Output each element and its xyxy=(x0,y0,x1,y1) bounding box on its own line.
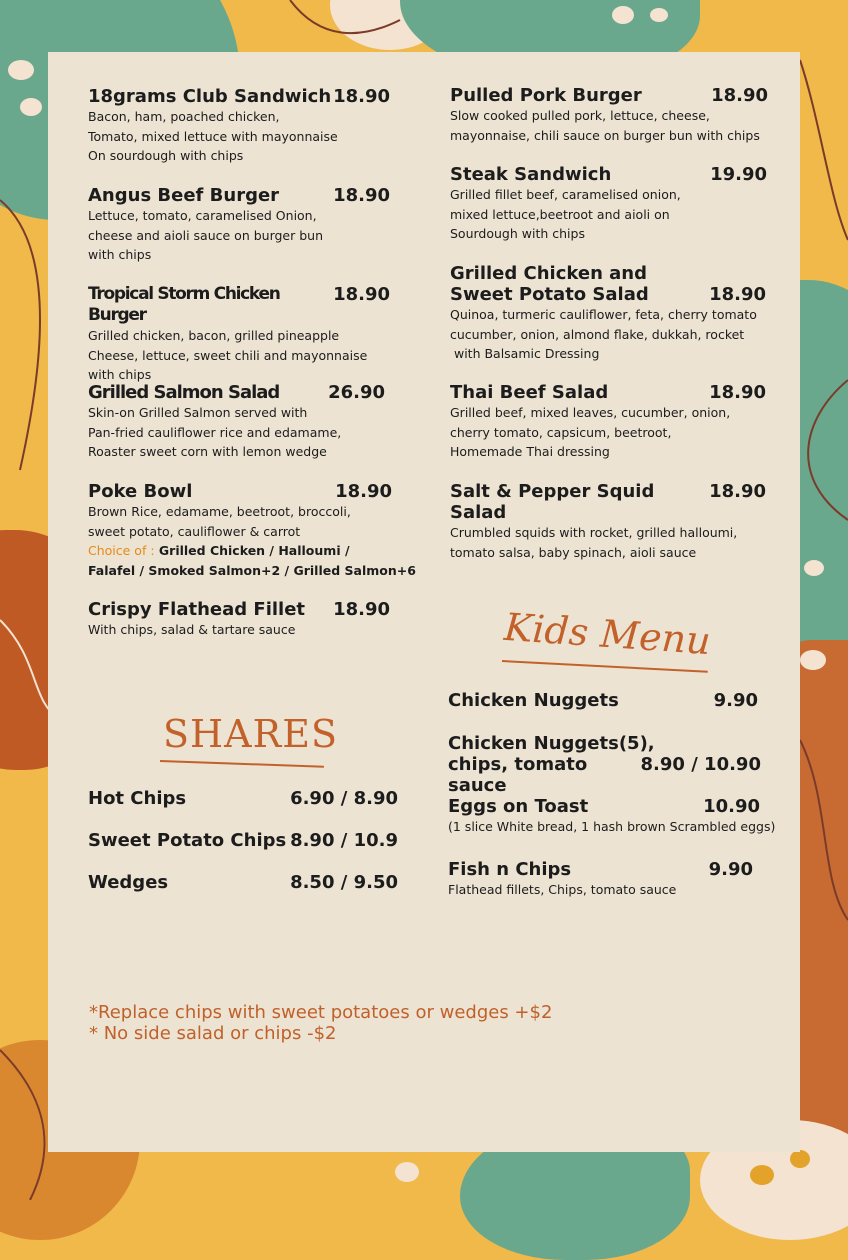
item-name: Fish n Chips xyxy=(448,859,572,880)
choice-options: Falafel / Smoked Salmon+2 / Grilled Salmon+6 xyxy=(88,562,416,578)
item-price: 8.90 / 10.9 xyxy=(290,830,398,851)
item-price: 18.90 xyxy=(709,382,766,403)
item-desc: Tomato, mixed lettuce with mayonnaise xyxy=(88,128,338,144)
item-price: 18.90 xyxy=(333,185,390,206)
item-price: 8.90 / 10.90 xyxy=(640,754,761,775)
item-desc: Quinoa, turmeric cauliflower, feta, cherry tomato xyxy=(450,307,757,322)
item-desc: (1 slice White bread, 1 hash brown Scrambled eggs) xyxy=(448,819,776,834)
item-desc: Skin-on Grilled Salmon served with xyxy=(88,405,308,420)
item-desc: mayonnaise, chili sauce on burger bun with chips xyxy=(450,127,760,143)
menu-item-club-sandwich xyxy=(88,86,390,166)
menu-item-grilled-salmon-salad xyxy=(88,382,385,462)
menu-item-flathead-fillet xyxy=(88,599,390,640)
menu-item-poke-bowl xyxy=(88,481,416,580)
item-desc: with chips xyxy=(88,247,152,262)
item-desc: Grilled beef, mixed leaves, cucumber, onion, xyxy=(450,405,731,420)
title-underline xyxy=(502,660,708,673)
item-name: Tropical Storm Chicken Burger xyxy=(88,284,280,325)
item-price: 6.90 / 8.90 xyxy=(290,788,398,809)
item-name: Chicken Nuggets(5), xyxy=(448,733,655,754)
poke-bowl-choices xyxy=(88,541,392,561)
item-desc: tomato salsa, baby spinach, aioli sauce xyxy=(450,544,697,560)
item-name: Sweet Potato Salad xyxy=(450,284,649,305)
kids-item xyxy=(448,796,776,837)
item-name: Sweet Potato Chips xyxy=(88,830,287,851)
item-desc: Slow cooked pulled pork, lettuce, cheese, xyxy=(450,108,710,123)
item-desc: Lettuce, tomato, caramelised Onion, xyxy=(88,208,317,223)
shares-item xyxy=(88,788,398,809)
item-name: Hot Chips xyxy=(88,788,187,809)
item-desc: With chips, salad & tartare sauce xyxy=(88,622,296,637)
item-price: 9.90 xyxy=(713,690,758,711)
item-price: 18.90 xyxy=(711,85,768,106)
kids-item xyxy=(448,859,753,900)
item-name: Wedges xyxy=(88,872,169,893)
item-desc: Homemade Thai dressing xyxy=(450,444,610,459)
item-price: 8.50 / 9.50 xyxy=(290,872,398,893)
item-desc: Bacon, ham, poached chicken, xyxy=(88,109,280,124)
item-name: Poke Bowl xyxy=(88,481,193,502)
item-price: 18.90 xyxy=(333,284,390,305)
item-desc: Cheese, lettuce, sweet chili and mayonnaise xyxy=(88,347,368,363)
shares-title: SHARES xyxy=(163,712,338,756)
shares-item xyxy=(88,830,398,851)
item-desc: Roaster sweet corn with lemon wedge xyxy=(88,444,327,459)
footnote: * No side salad or chips -$2 xyxy=(89,1023,337,1044)
menu-item-angus-burger xyxy=(88,185,390,265)
item-desc: Grilled chicken, bacon, grilled pineapple xyxy=(88,328,340,343)
item-price: 18.90 xyxy=(335,481,392,502)
menu-item-salt-pepper-squid xyxy=(450,481,766,562)
item-name: Salt & Pepper Squid Salad xyxy=(450,481,655,523)
item-price: 18.90 xyxy=(333,599,390,620)
choice-options: Grilled Chicken / Halloumi / xyxy=(154,543,350,558)
item-name: Chicken Nuggets xyxy=(448,690,619,711)
item-desc: Pan-fried cauliflower rice and edamame, xyxy=(88,424,342,440)
item-name: Steak Sandwich xyxy=(450,164,612,185)
item-desc: cherry tomato, capsicum, beetroot, xyxy=(450,424,672,440)
item-name: Pulled Pork Burger xyxy=(450,85,642,106)
menu-item-chicken-sweet-potato-salad xyxy=(450,263,766,364)
item-desc: cheese and aioli sauce on burger bun xyxy=(88,227,324,243)
item-desc: sweet potato, cauliflower & carrot xyxy=(88,523,301,539)
item-price: 9.90 xyxy=(708,859,753,880)
kids-item xyxy=(448,690,758,711)
item-price: 18.90 xyxy=(709,481,766,502)
item-name: Crispy Flathead Fillet xyxy=(88,599,306,620)
item-name: Eggs on Toast xyxy=(448,796,589,817)
item-desc: Flathead fillets, Chips, tomato sauce xyxy=(448,882,677,897)
item-name: Grilled Chicken and xyxy=(450,263,648,284)
item-desc: Sourdough with chips xyxy=(450,226,585,241)
menu-item-tropical-storm-burger xyxy=(88,284,390,385)
item-price: 18.90 xyxy=(709,284,766,305)
item-desc: with chips xyxy=(88,367,152,382)
kids-menu-title: Kids Menu xyxy=(502,604,713,664)
item-desc: mixed lettuce,beetroot and aioli on xyxy=(450,206,670,222)
item-desc: Brown Rice, edamame, beetroot, broccoli, xyxy=(88,504,351,519)
item-price: 19.90 xyxy=(710,164,767,185)
title-underline xyxy=(160,760,324,768)
choice-label: Choice of : xyxy=(88,543,155,558)
item-desc: On sourdough with chips xyxy=(88,148,244,163)
shares-item xyxy=(88,872,398,893)
kids-item xyxy=(448,733,761,796)
item-name: chips, tomato sauce xyxy=(448,754,588,796)
item-desc: Crumbled squids with rocket, grilled halloumi, xyxy=(450,525,738,540)
item-price: 26.90 xyxy=(328,382,385,403)
menu-item-thai-beef-salad xyxy=(450,382,766,462)
item-name: Grilled Salmon Salad xyxy=(88,382,280,403)
item-name: Angus Beef Burger xyxy=(88,185,280,206)
item-desc: with Balsamic Dressing xyxy=(450,346,600,361)
menu-item-pulled-pork-burger xyxy=(450,85,768,145)
footnote: *Replace chips with sweet potatoes or wedges +$2 xyxy=(89,1002,553,1023)
item-desc: Grilled fillet beef, caramelised onion, xyxy=(450,187,681,202)
item-name: Thai Beef Salad xyxy=(450,382,609,403)
item-price: 10.90 xyxy=(703,796,760,817)
item-price: 18.90 xyxy=(333,86,390,107)
menu-item-steak-sandwich xyxy=(450,164,767,244)
item-desc: cucumber, onion, almond flake, dukkah, rocket xyxy=(450,326,745,342)
menu-panel xyxy=(48,52,800,1152)
item-name: 18grams Club Sandwich xyxy=(88,86,332,107)
